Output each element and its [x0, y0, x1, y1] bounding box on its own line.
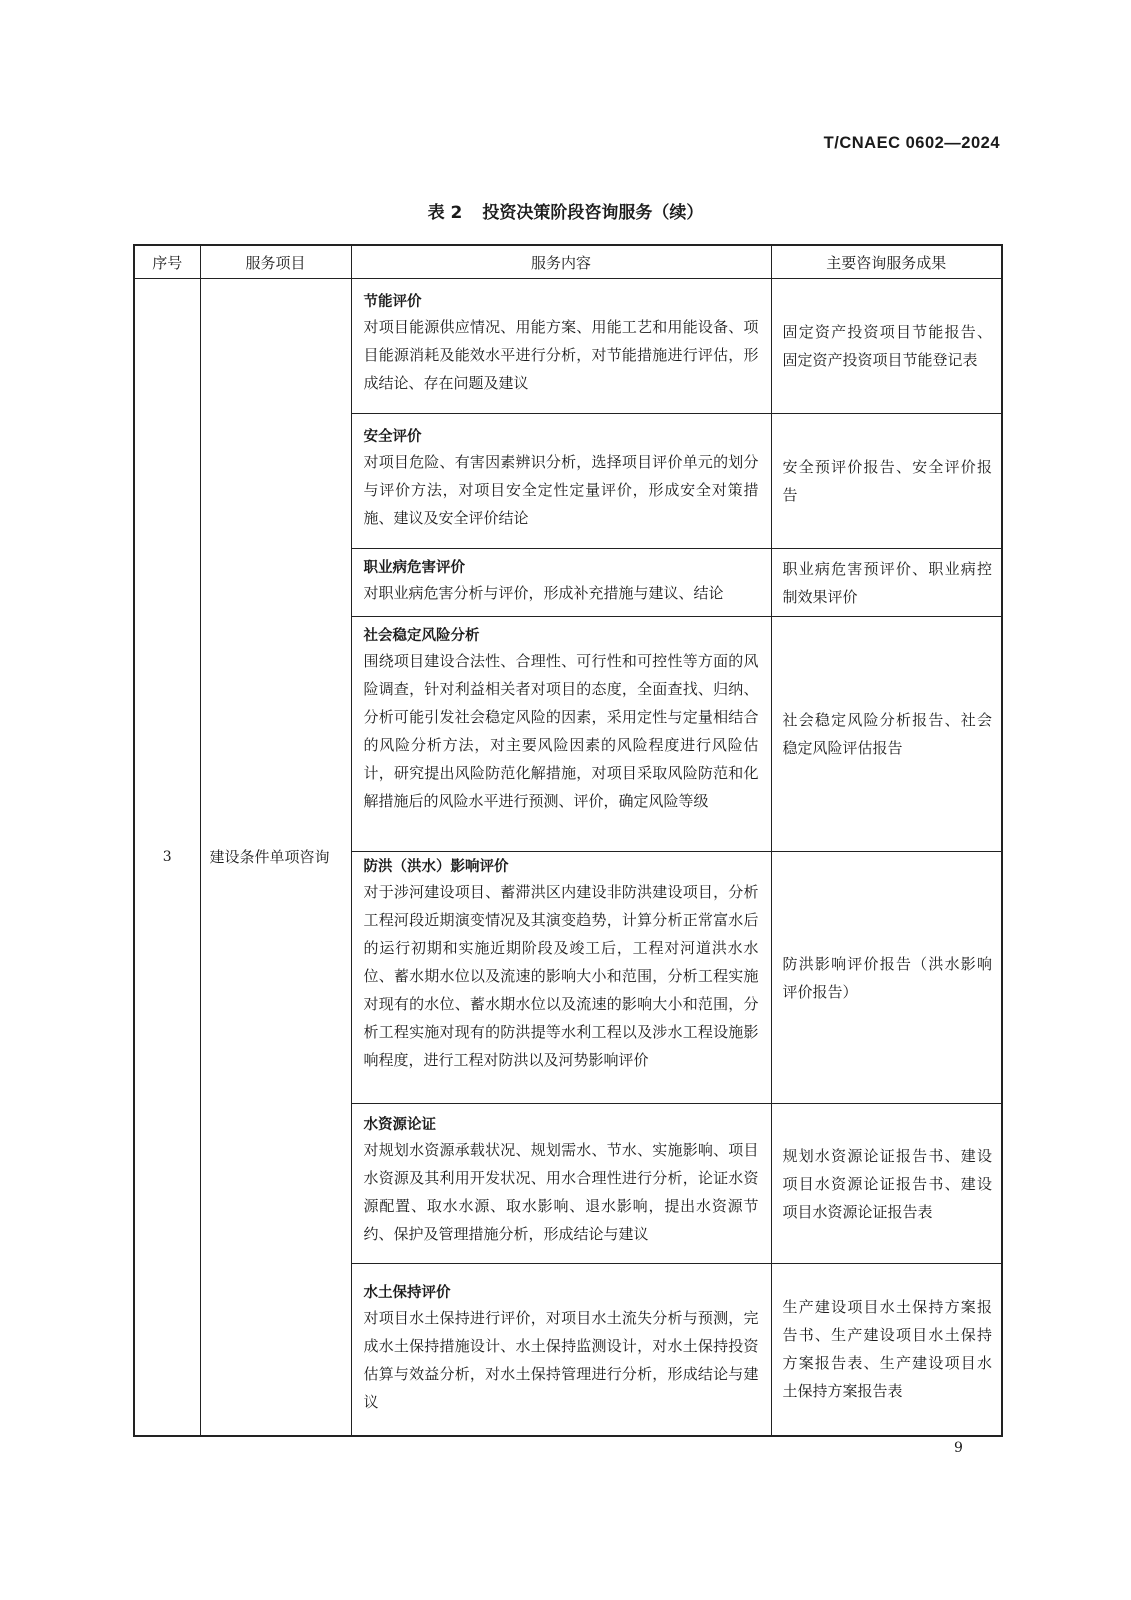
- content-cell: [351, 549, 771, 617]
- content-cell: [351, 1104, 771, 1264]
- standard-code: T/CNAEC 0602—2024: [823, 134, 1000, 152]
- table-header-row: [134, 245, 1002, 279]
- page-number: 9: [954, 1440, 963, 1456]
- col-header-content: 服务内容: [351, 245, 771, 279]
- content-desc: 对于涉河建设项目、蓄滞洪区内建设非防洪建设项目，分析工程河段近期演变情况及其演变趋势，计算分析正常富水后的运行初期和实施近期阶段及竣工后，工程对河道洪水水位、蓄水期水位以及流速的影响大小和范围，分析工程实施对现有的水位、蓄水期水位以及流速的影响大小和范围，分析工程实施对现有的防洪提等水利工程以及涉水工程设施影响程度，进行工程对防洪以及河势影响评价: [363, 883, 759, 1069]
- content-title: 职业病危害评价: [363, 560, 465, 576]
- content-title: 防洪（洪水）影响评价: [363, 859, 509, 875]
- content-cell: [351, 414, 771, 549]
- content-desc: 对规划水资源承载状况、规划需水、节水、实施影响、项目水资源及其利用开发状况、用水合理性进行分析，论证水资源配置、取水水源、取水影响、退水影响，提出水资源节约、保护及管理措施分析，形成结论与建议: [363, 1141, 759, 1243]
- content-desc: 围绕项目建设合法性、合理性、可行性和可控性等方面的风险调查，针对利益相关者对项目的态度，全面查找、归纳、分析可能引发社会稳定风险的因素，采用定性与定量相结合的风险分析方法，对主要风险因素的风险程度进行风险估计，研究提出风险防范化解措施，对项目采取风险防范和化解措施后的风险水平进行预测、评价，确定风险等级: [363, 652, 759, 810]
- content-title: 水资源论证: [363, 1117, 436, 1133]
- table-row: [134, 279, 1002, 414]
- result-text: 生产建设项目水土保持方案报告书、生产建设项目水土保持方案报告表、生产建设项目水土保持方案报告表: [782, 1298, 992, 1401]
- result-cell: [771, 617, 1002, 852]
- result-text: 规划水资源论证报告书、建设项目水资源论证报告书、建设项目水资源论证报告表: [782, 1146, 992, 1221]
- service-item-cell: 建设条件单项咨询: [200, 279, 351, 1436]
- col-header-item: 服务项目: [200, 245, 351, 279]
- table-caption: [0, 198, 1131, 223]
- content-desc: 对项目危险、有害因素辨识分析，选择项目评价单元的划分与评价方法，对项目安全定性定量评价，形成安全对策措施、建议及安全评价结论: [363, 453, 759, 527]
- table-number: 表 2: [427, 203, 463, 223]
- col-header-result: 主要咨询服务成果: [771, 245, 1002, 279]
- col-header-seq: 序号: [134, 245, 200, 279]
- result-cell: [771, 1104, 1002, 1264]
- content-title: 安全评价: [363, 429, 422, 445]
- result-text: 防洪影响评价报告（洪水影响评价报告）: [782, 954, 992, 1001]
- result-cell: [771, 549, 1002, 617]
- result-text: 社会稳定风险分析报告、社会稳定风险评估报告: [782, 711, 992, 757]
- content-desc: 对职业病危害分析与评价，形成补充措施与建议、结论: [363, 584, 724, 602]
- result-text: 固定资产投资项目节能报告、固定资产投资项目节能登记表: [782, 323, 992, 369]
- content-title: 节能评价: [363, 294, 422, 310]
- consulting-services-table: [133, 244, 1003, 1437]
- content-cell: [351, 1264, 771, 1436]
- content-desc: 对项目能源供应情况、用能方案、用能工艺和用能设备、项目能源消耗及能效水平进行分析，对节能措施进行评估，形成结论、存在问题及建议: [363, 318, 759, 392]
- result-cell: [771, 852, 1002, 1104]
- table-title: 投资决策阶段咨询服务（续）: [482, 203, 704, 223]
- result-text: 职业病危害预评价、职业病控制效果评价: [782, 559, 992, 606]
- content-cell: [351, 279, 771, 414]
- content-desc: 对项目水土保持进行评价，对项目水土流失分析与预测，完成水土保持措施设计、水土保持监测设计，对水土保持投资估算与效益分析，对水土保持管理进行分析，形成结论与建议: [363, 1309, 759, 1411]
- result-text: 安全预评价报告、安全评价报告: [782, 458, 992, 504]
- seq-cell: 3: [134, 279, 200, 1436]
- content-title: 社会稳定风险分析: [363, 628, 480, 644]
- result-cell: [771, 1264, 1002, 1436]
- content-cell: [351, 617, 771, 852]
- result-cell: [771, 414, 1002, 549]
- content-cell: [351, 852, 771, 1104]
- content-title: 水土保持评价: [363, 1285, 451, 1301]
- result-cell: [771, 279, 1002, 414]
